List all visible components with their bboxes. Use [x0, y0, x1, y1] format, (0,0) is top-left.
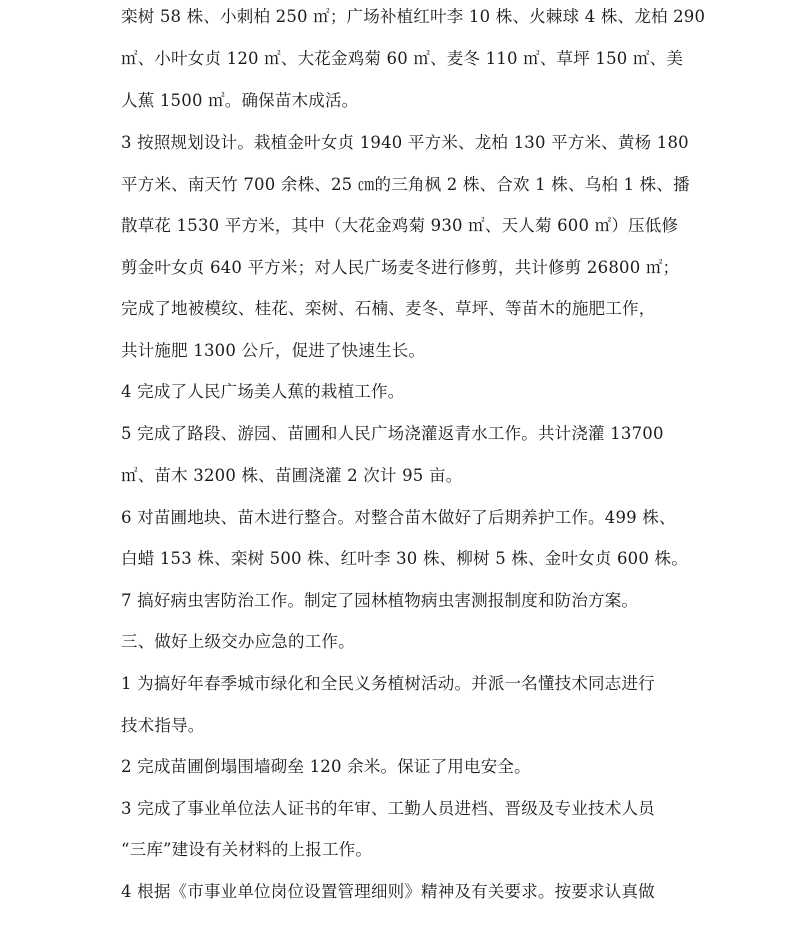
text-line: 7 搞好病虫害防治工作。制定了园林植物病虫害测报制度和防治方案。	[121, 591, 639, 610]
text-line: 2 完成苗圃倒塌围墙砌垒 120 余米。保证了用电安全。	[121, 757, 531, 776]
text-line: ㎡、苗木 3200 株、苗圃浇灌 2 次计 95 亩。	[121, 466, 463, 485]
text-line: 4 完成了人民广场美人蕉的栽植工作。	[121, 382, 405, 401]
text-line: 散草花 1530 平方米，其中（大花金鸡菊 930 ㎡、天人菊 600 ㎡）压低修	[121, 216, 679, 235]
text-line: “三库”建设有关材料的上报工作。	[121, 840, 373, 859]
text-line: 栾树 58 株、小刺柏 250 ㎡；广场补植红叶李 10 株、火棘球 4 株、龙柏 290	[121, 7, 706, 26]
text-line: 技术指导。	[121, 716, 205, 735]
text-line: 4 根据《市事业单位岗位设置管理细则》精神及有关要求。按要求认真做	[121, 882, 655, 901]
text-line: 3 按照规划设计。栽植金叶女贞 1940 平方米、龙柏 130 平方米、黄杨 180	[121, 133, 689, 152]
text-line: 白蜡 153 株、栾树 500 株、红叶李 30 株、柳树 5 株、金叶女贞 600 株。	[121, 549, 688, 568]
section-heading: 三、做好上级交办应急的工作。	[121, 632, 355, 651]
text-line: 完成了地被模纹、桂花、栾树、石楠、麦冬、草坪、等苗木的施肥工作，	[121, 299, 656, 318]
text-line: ㎡、小叶女贞 120 ㎡、大花金鸡菊 60 ㎡、麦冬 110 ㎡、草坪 150 ㎡、美	[121, 49, 684, 68]
text-line: 5 完成了路段、游园、苗圃和人民广场浇灌返青水工作。共计浇灌 13700	[121, 424, 664, 443]
text-line: 平方米、南天竹 700 余株、25 ㎝的三角枫 2 株、合欢 1 株、乌桕 1 株、播	[121, 175, 690, 194]
text-line: 人蕉 1500 ㎡。确保苗木成活。	[121, 91, 359, 110]
text-line: 共计施肥 1300 公斤，促进了快速生长。	[121, 341, 426, 360]
text-line: 1 为搞好年春季城市绿化和全民义务植树活动。并派一名懂技术同志进行	[121, 674, 655, 693]
text-line: 3 完成了事业单位法人证书的年审、工勤人员进档、晋级及专业技术人员	[121, 799, 655, 818]
text-line: 剪金叶女贞 640 平方米；对人民广场麦冬进行修剪，共计修剪 26800 ㎡；	[121, 258, 680, 277]
text-line: 6 对苗圃地块、苗木进行整合。对整合苗木做好了后期养护工作。499 株、	[121, 508, 676, 527]
